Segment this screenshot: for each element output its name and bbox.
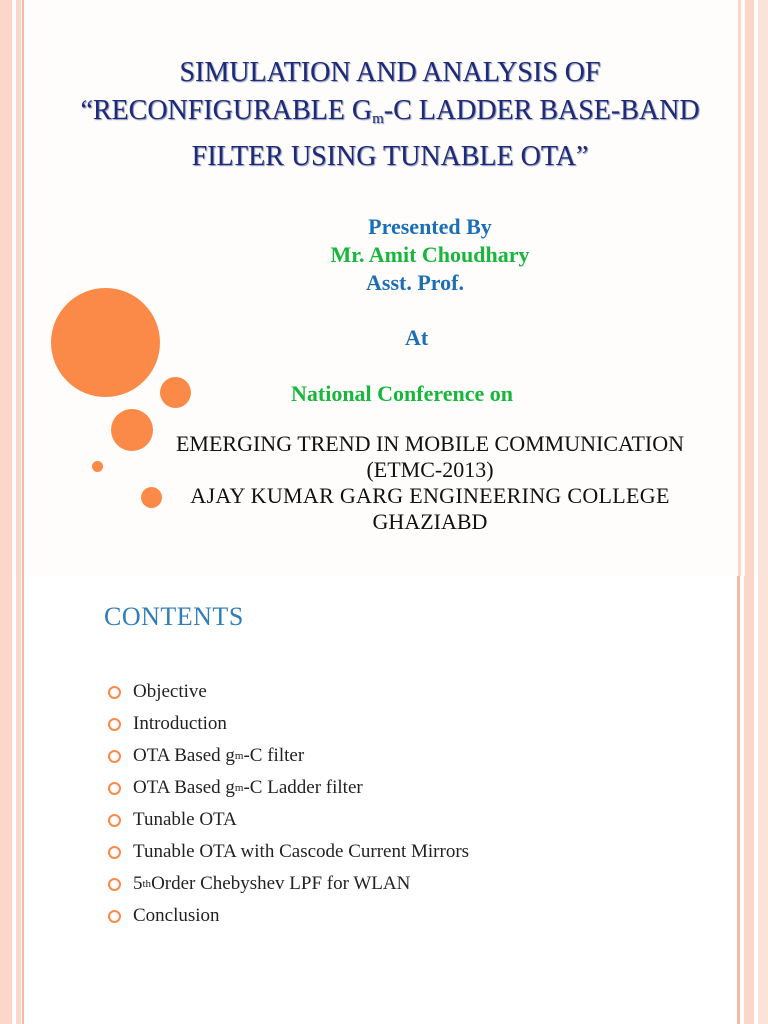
list-item [108,676,469,708]
slide-title [40,54,740,176]
event-abbreviation: (ETMC-2013) [366,457,494,482]
decorative-stripe [737,576,740,1024]
decorative-stripe [744,576,754,1024]
list-item-text: OTA Based g [133,745,235,766]
hollow-circle-bullet-icon [108,814,121,827]
list-item-text: -C Ladder filter [243,777,363,798]
hollow-circle-bullet-icon [108,782,121,795]
decorative-circle-icon [51,288,160,397]
title-text: “RECONFIGURABLE G [80,95,373,126]
list-item-text: OTA Based g [133,777,235,798]
hollow-circle-bullet-icon [108,686,121,699]
list-item [108,836,469,868]
list-item-text: Conclusion [133,905,220,926]
decorative-circle-icon [92,461,103,472]
list-item-text: Order Chebyshev LPF for WLAN [151,873,411,894]
decorative-stripe [745,0,754,576]
title-line: SIMULATION AND ANALYSIS OF [179,57,601,88]
hollow-circle-bullet-icon [108,878,121,891]
conference-intro: National Conference on [291,381,514,406]
list-item-text: -C filter [243,745,305,766]
hollow-circle-bullet-icon [108,718,121,731]
decorative-stripe [22,576,24,1024]
college-city: GHAZIABD [372,509,488,534]
decorative-circle-icon [160,377,191,408]
list-item [108,740,469,772]
hollow-circle-bullet-icon [108,846,121,859]
title-line [40,92,740,138]
title-line: FILTER USING TUNABLE OTA” [191,141,589,172]
list-item [108,900,469,932]
event-block [120,431,740,535]
at-label: At [405,325,429,350]
hollow-circle-bullet-icon [108,910,121,923]
decorative-stripe [22,0,24,576]
presenter-block [260,213,600,297]
list-item-text: 5 [133,873,143,894]
list-item [108,708,469,740]
contents-list [108,676,469,932]
list-item-text: Tunable OTA with Cascode Current Mirrors [133,841,470,862]
presenter-role: Asst. Prof. [366,270,464,295]
decorative-stripe [758,576,768,1024]
title-text: -C LADDER BASE-BAND [383,95,700,126]
decorative-stripe [16,576,21,1024]
list-item-text: Tunable OTA [133,809,237,830]
decorative-stripe [0,576,12,1024]
event-name: EMERGING TREND IN MOBILE COMMUNICATION [175,431,685,456]
contents-heading: CONTENTS [104,602,244,631]
list-item-text: Introduction [133,713,227,734]
decorative-stripe [758,0,768,576]
list-item-text: Objective [133,681,207,702]
list-item-superscript: th [142,878,152,890]
list-item [108,772,469,804]
presented-by-label: Presented By [368,214,492,239]
decorative-stripe [0,0,12,576]
list-item-subscript: m [234,782,244,794]
presenter-name: Mr. Amit Choudhary [330,242,530,267]
decorative-stripe [16,0,21,576]
hollow-circle-bullet-icon [108,750,121,763]
list-item [108,804,469,836]
list-item [108,868,469,900]
college-name: AJAY KUMAR GARG ENGINEERING COLLEGE [190,483,670,508]
list-item-subscript: m [234,750,244,762]
title-subscript: m [372,111,384,127]
